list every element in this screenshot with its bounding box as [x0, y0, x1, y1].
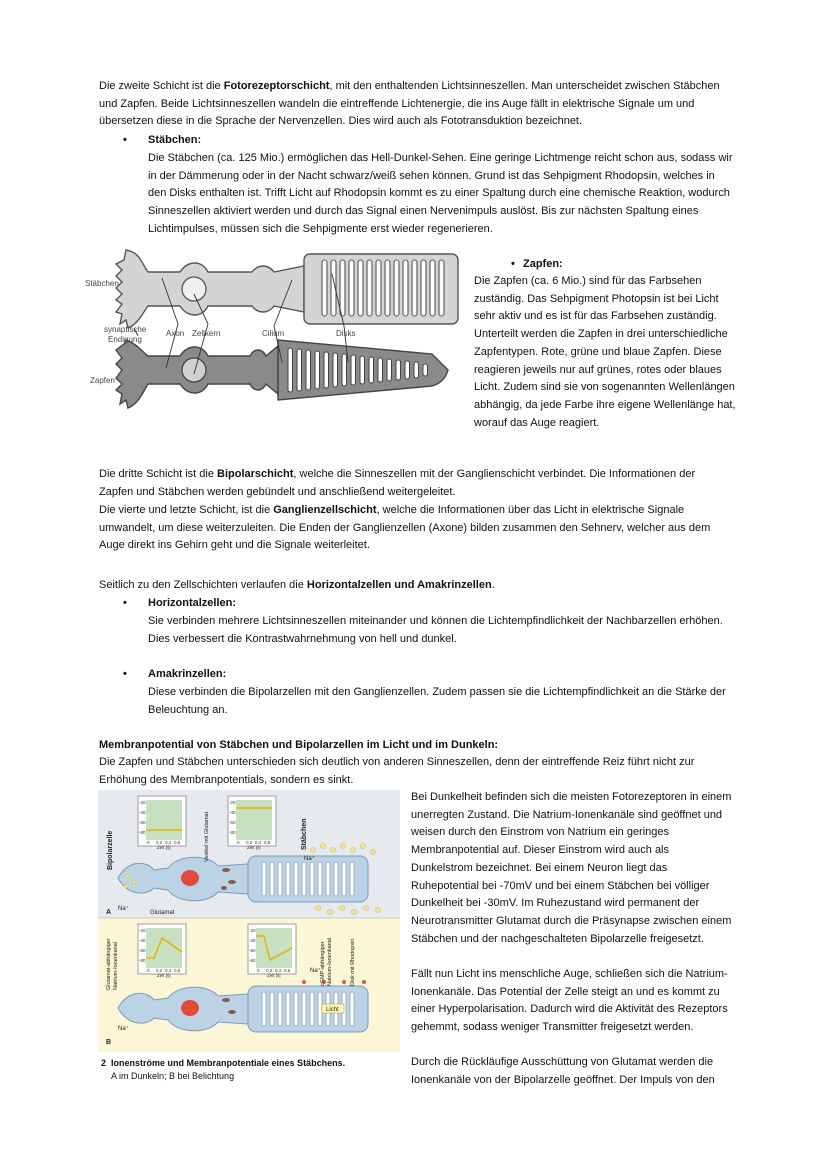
term-ganglienzellschicht: Ganglienzellschicht: [273, 504, 377, 516]
tick-y: -60: [229, 820, 236, 825]
tick-y: -80: [139, 958, 146, 963]
cone-nucleus: [182, 358, 206, 382]
tick-y: -40: [139, 938, 146, 943]
label-zapfen: Zapfen: [90, 376, 115, 385]
tick-x: 0,4: [275, 968, 282, 973]
tick-y: -20: [139, 928, 146, 933]
bullet: •: [123, 597, 127, 609]
bullet: •: [511, 258, 515, 270]
bipolar-paragraph: Die dritte Schicht ist die Bipolarschicht, welche die Sinneszellen mit der Ganglienschicht verbindet. Die Informationen der Zapfen und Stäbchen werden gebündelt und anschließend weitergeleitet.: [99, 468, 696, 498]
label-cilium: Cilium: [262, 329, 285, 338]
label-a: A: [106, 909, 112, 916]
horizontal-text: Sie verbinden mehrere Lichtsinneszellen miteinander und können die Lichtempfindlichkeit der Nachbarzellen erhöhen. Dies verbessert die Kontrastwahrnehmung von hell und dunkel.: [148, 615, 723, 645]
label-disks: Disks: [336, 329, 356, 338]
ion-current-figure: [98, 790, 400, 1052]
tick-x: 0,6: [174, 968, 181, 973]
tick-x: 0: [237, 840, 240, 845]
label-staebchen: Stäbchen: [85, 279, 119, 288]
label-licht: Licht: [326, 1007, 339, 1013]
fig2-caption-title: 2 Ionenströme und Membranpotentiale eines Stäbchens.: [101, 1058, 346, 1068]
dunkel-text-2: Fällt nun Licht ins menschliche Auge, schließen sich die Natrium-Ionenkanäle. Das Potential der Zelle steigt an und es kommt zu einer Hyperpolarisation. Dadurch wird die Aktivität des Rezeptors gehemmt, sodass weniger Transmitter freigesetzt werden.: [411, 968, 728, 1034]
tick-y: -60: [139, 820, 146, 825]
term-bipolarschicht: Bipolarschicht: [217, 468, 294, 480]
tick-x: 0: [147, 840, 150, 845]
ganglien-paragraph: Die vierte und letzte Schicht, ist die Ganglienzellschicht, welche die Informationen über das Licht in elektrische Signale umwandelt, um diese weiterzuleiten. Die Enden der Ganglienzellen (Axone) bilden zusammen den Sehnerv, welcher aus dem Auge direkt ins Gehirn geht und die Signale weiterleitet.: [99, 504, 711, 552]
tick-y: -60: [139, 948, 146, 953]
tick-y: -20: [139, 800, 146, 805]
bullet: •: [123, 134, 127, 146]
staebchen-heading: Stäbchen:: [148, 134, 202, 146]
tick-y: -40: [229, 810, 236, 815]
label-disk: Disk mit Rhodopsin: [350, 938, 356, 986]
label-zellkern: Zellkern: [192, 329, 221, 338]
label-na-rod: Na⁺: [304, 856, 315, 862]
tick-y: -40: [139, 810, 146, 815]
tick-x: 0,2: [156, 968, 163, 973]
label-axon: Axon: [166, 329, 185, 338]
membran-heading: Membranpotential von Stäbchen und Bipolarzellen im Licht und im Dunkeln:: [99, 739, 499, 751]
tick-x: 0,2: [246, 840, 253, 845]
tick-x: 0,2: [156, 840, 163, 845]
intro-paragraph: Die zweite Schicht ist die Fotorezeptorschicht, mit den enthaltenden Lichtsinneszellen. Man unterscheidet zwischen Stäbchen und Zapfen. Beide Lichtsinneszellen wandeln die eintreffende Lichtenergie, die ins Auge fällt in elektrische Signale um und übersetzen diese in die Sprache der Nervenzellen. Dies wird auch als Fototransduktion bezeichnet.: [99, 80, 720, 128]
term-horizontal-amakrin: Horizontalzellen und Amakrinzellen: [306, 579, 492, 591]
tick-y: -20: [249, 928, 256, 933]
axis-x-label: Zeit [s]: [247, 845, 261, 850]
tick-x: 0,6: [174, 840, 181, 845]
tick-x: 0: [257, 968, 260, 973]
tick-y: -80: [229, 830, 236, 835]
label-vesikel: Vesikel mit Glutamat: [204, 811, 210, 862]
axis-x-label: Zeit [s]: [157, 973, 171, 978]
label-cgmp-1: cGMP-abhängiger: [320, 941, 326, 986]
dunkel-text-1: Bei Dunkelheit befinden sich die meisten Fotorezeptoren in einem unerregten Zustand. Die Natrium-Ionenkanäle sind geöffnet und weisen durch den Einstrom von Natrium ein geringes Membranpotential auf. Dieser Einstrom wird auch als Dunkelstrom bezeichnet. Bei einem Neuron liegt das Ruhepotential bei -70mV und bei einem Stäbchen bei völliger Dunkelheit bei -30mV. Im Ruhezustand wird permanent der Neurotransmitter Glutamat durch die Präsynapse zwischen einem Stäbchen und der nachgeschalteten Bipolarzelle freigesetzt.: [411, 791, 732, 945]
label-b: B: [106, 1039, 112, 1046]
zapfen-text: Die Zapfen (ca. 6 Mio.) sind für das Farbsehen zuständig. Das Sehpigment Photopsin ist bei Licht sehr aktiv und es ist für das Farbsehen zuständig. Unterteilt werden die Zapfen in drei unterschiedliche Zapfentypen. Rote, grüne und blaue Zapfen. Diese reagieren jeweils nur auf grünes, rotes oder blaues Licht. Zudem sind sie von sogenannten Wellenlängen abhängig, da jede Farbe ihre eigene Wellenlänge hat, worauf das Auge reagiert.: [474, 275, 736, 429]
label-staebchen: Stäbchen: [301, 818, 308, 850]
rod-nucleus: [182, 277, 206, 301]
label-glut-kanal-2: Natrium-Ionenkanal: [113, 942, 119, 990]
tick-x: 0,4: [255, 840, 262, 845]
cone-cell: [116, 340, 448, 408]
label-na-a: Na⁺: [118, 906, 129, 912]
label-na-b-left: Na⁺: [118, 1026, 129, 1032]
label-synapse-1: synaptische: [104, 325, 147, 334]
rod-cell: [116, 250, 458, 328]
tick-y: -40: [249, 938, 256, 943]
tick-x: 0,4: [165, 840, 172, 845]
seitlich-paragraph: Seitlich zu den Zellschichten verlaufen die Horizontalzellen und Amakrinzellen.: [99, 579, 495, 591]
tick-x: 0,2: [266, 968, 273, 973]
horizontal-heading: Horizontalzellen:: [148, 597, 237, 609]
tick-x: 0: [147, 968, 150, 973]
tick-x: 0,6: [264, 840, 271, 845]
label-bipolarzelle: Bipolarzelle: [107, 830, 114, 870]
term-fotorezeptorschicht: Fotorezeptorschicht: [223, 80, 330, 92]
tick-x: 0,6: [284, 968, 291, 973]
tick-y: -20: [229, 800, 236, 805]
label-cgmp-2: Natrium-Ionenkanal: [327, 938, 333, 986]
axis-x-label: Zeit [s]: [267, 973, 281, 978]
dunkel-text-3: Durch die Rückläufige Ausschüttung von Glutamat werden die Ionenkanäle von der Bipolarzelle geöffnet. Der Impuls von den: [411, 1056, 715, 1086]
label-na-b: Na⁺: [310, 968, 321, 974]
staebchen-text: Die Stäbchen (ca. 125 Mio.) ermöglichen das Hell-Dunkel-Sehen. Eine geringe Lichtmenge reicht schon aus, sodass wir in der Dämmerung oder in der Nacht schwarz/weiß sehen können. Grund ist das Sehpigment Rhodopsin, welches in den Disks enthalten ist. Trifft Licht auf Rhodopsin kommt es zu einer Spaltung durch eine chemische Reaktion, wodurch Sinneszellen aktiviert werden und durch das Signal einen Nervenimpuls auslöst. Bis zur nächsten Spaltung eines Lichtimpulses, müssen sich die Sehpigmente erst wieder regenerieren.: [148, 152, 733, 235]
axis-x-label: Zeit [s]: [157, 845, 171, 850]
tick-y: -80: [139, 830, 146, 835]
bullet: •: [123, 668, 127, 680]
tick-y: -60: [249, 948, 256, 953]
label-synapse-2: Endigung: [108, 335, 142, 344]
tick-x: 0,4: [165, 968, 172, 973]
tick-y: -80: [249, 958, 256, 963]
zapfen-heading: Zapfen:: [523, 258, 563, 270]
fig2-caption-sub: A im Dunkeln; B bei Belichtung: [111, 1071, 235, 1081]
rod-cone-diagram: [82, 244, 468, 416]
amakrin-text: Diese verbinden die Bipolarzellen mit den Ganglienzellen. Zudem passen sie die Lichtempfindlichkeit an die Stärke der Beleuchtung an.: [148, 686, 726, 716]
amakrin-heading: Amakrinzellen:: [148, 668, 227, 680]
membran-text: Die Zapfen und Stäbchen unterschieden sich deutlich von anderen Sinneszellen, denn der eintreffende Reiz führt nicht zur Erhöhung des Membranpotentials, sondern es sinkt.: [99, 756, 695, 786]
label-glutamat: Glutamat: [150, 910, 175, 916]
label-glut-kanal-1: Glutamat-abhängiger: [106, 938, 112, 990]
